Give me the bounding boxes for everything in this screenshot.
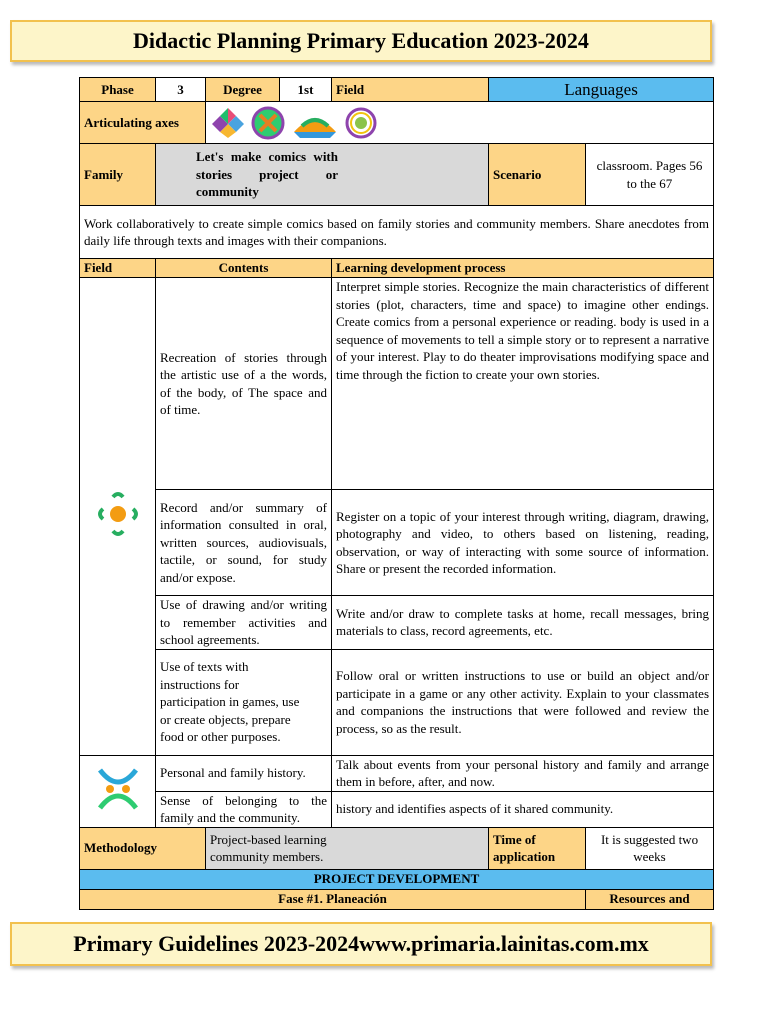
ethics-nature-icon (95, 489, 141, 539)
table-row (80, 791, 714, 827)
human-community-icon (94, 764, 142, 814)
inclusion-icon (210, 106, 246, 140)
field-icon-cell (80, 278, 156, 756)
field-header: Field (80, 259, 156, 278)
time-value: It is suggested two weeks (586, 827, 714, 869)
axes-row (80, 102, 714, 144)
project-row (80, 144, 714, 206)
phase-value: 3 (156, 78, 206, 102)
phase-label: Phase (80, 78, 156, 102)
contents-header: Contents (156, 259, 332, 278)
axes-icons (206, 102, 714, 144)
content-cell: Recreation of stories through the artistic use of a the words, of the body, of The space and of time. (156, 278, 332, 490)
interculturality-icon (290, 106, 340, 140)
table-row (80, 278, 714, 490)
methodology-value: Project-based learning community members. (206, 827, 489, 869)
process-cell: history and identifies aspects of it shared community. (332, 791, 714, 827)
project-title: Let's make comics with stories project or community (156, 144, 489, 206)
content-cell: Record and/or summary of information consulted in oral, written sources, audiovisuals, tactile, or sound, for study and/or expose. (156, 490, 332, 596)
time-label: Time of application (489, 827, 586, 869)
table-row (80, 596, 714, 650)
axes-label: Articulating axes (80, 102, 206, 144)
table-row (80, 490, 714, 596)
process-cell: Follow oral or written instructions to use or build an object and/or participate in a game or any other activity. Explain to your classmates and companions the instructions that were followed and review the process, so as the result. (332, 649, 714, 755)
page-footer (10, 922, 712, 966)
content-cell: Sense of belonging to the family and the community. (156, 791, 332, 827)
equality-icon (344, 106, 378, 140)
table-row (80, 649, 714, 755)
content-cell: Personal and family history. (156, 755, 332, 791)
content-cell: Use of texts with instructions for participation in games, use or create objects, prepare food or other purposes. (156, 649, 332, 755)
info-row (80, 78, 714, 102)
field-value: Languages (489, 78, 714, 102)
resources-label: Resources and (586, 889, 714, 909)
page-title: Didactic Planning Primary Education 2023-2024 (133, 28, 589, 53)
scenario-label: Scenario (489, 144, 586, 206)
footer-text: Primary Guidelines 2023-2024www.primaria.lainitas.com.mx (73, 931, 649, 956)
project-development-title: PROJECT DEVELOPMENT (80, 869, 714, 889)
project-description: Work collaboratively to create simple comics based on family stories and community members. Share anecdotes from daily life through texts and images with their companions. (80, 206, 714, 259)
content-cell: Use of drawing and/or writing to remember activities and school agreements. (156, 596, 332, 650)
table-row (80, 755, 714, 791)
degree-label: Degree (206, 78, 280, 102)
table-header-row (80, 259, 714, 278)
degree-value: 1st (280, 78, 332, 102)
family-label: Family (80, 144, 156, 206)
methodology-row (80, 827, 714, 869)
phase-title: Fase #1. Planeación (80, 889, 586, 909)
process-cell: Register on a topic of your interest through writing, diagram, drawing, photography and video, to others based on listening, reading, observation, or way of interacting with some source of information. Share or present the recorded information. (332, 490, 714, 596)
page-header (10, 20, 712, 62)
description-row (80, 206, 714, 259)
methodology-label: Methodology (80, 827, 206, 869)
project-development-row (80, 869, 714, 889)
process-header: Learning development process (332, 259, 714, 278)
field-label: Field (332, 78, 489, 102)
process-cell: Interpret simple stories. Recognize the main characteristics of different stories (plot, characters, time and space) to imagine other endings. Create comics from a personal experience or reading. body is used in a sequence of movements to tell a simple story or to represent a narrative of your interest. Play to do theater improvisations modifying space and time through the fiction to create your own stories. (332, 278, 714, 490)
process-cell: Talk about events from your personal history and family and arrange them in before, after, and now. (332, 755, 714, 791)
critical-thinking-icon (250, 106, 286, 140)
phase-row (80, 889, 714, 909)
process-cell: Write and/or draw to complete tasks at home, recall messages, bring materials to class, record agreements, etc. (332, 596, 714, 650)
field-icon-cell (80, 755, 156, 827)
scenario-value: classroom. Pages 56 to the 67 (586, 144, 714, 206)
planning-table (79, 77, 714, 910)
